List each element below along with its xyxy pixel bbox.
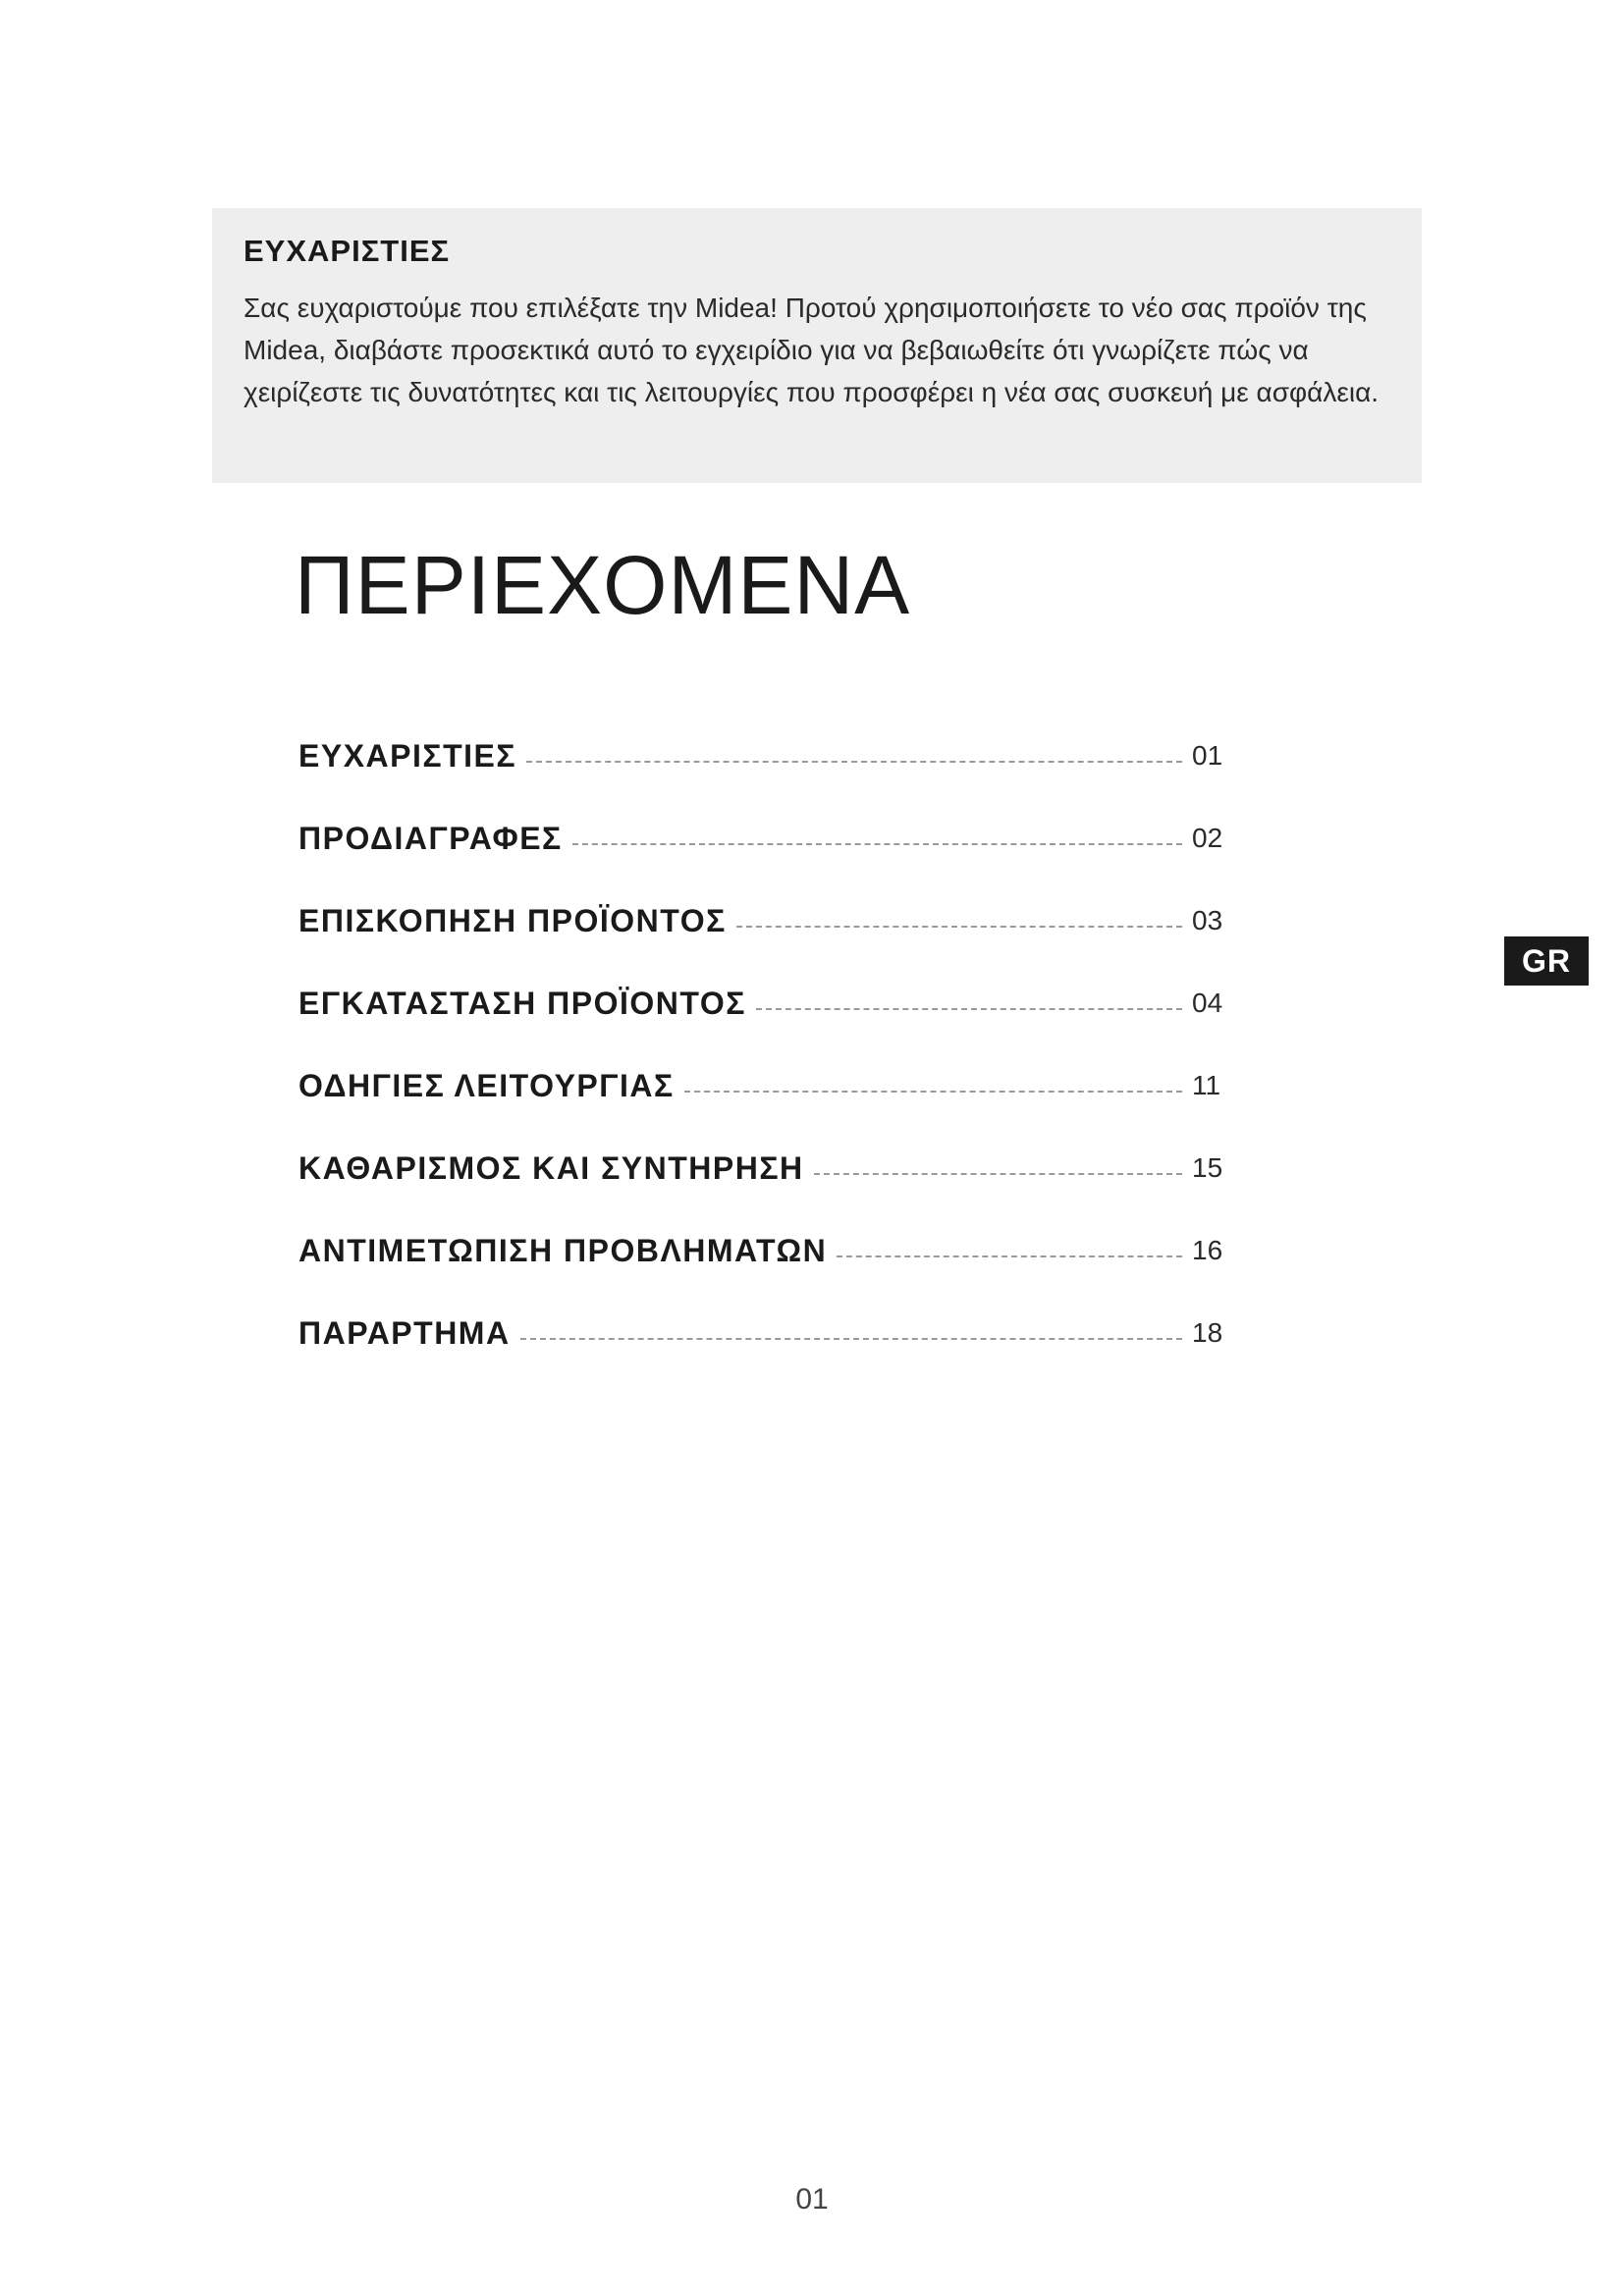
toc-item-page: 04 — [1192, 988, 1223, 1018]
toc-leader — [526, 761, 1182, 763]
toc-item-page: 15 — [1192, 1152, 1223, 1183]
toc-item-label: ΠΡΟΔΙΑΓΡΑΦΕΣ — [298, 820, 563, 856]
toc-item-troubleshooting[interactable] — [298, 1209, 1241, 1292]
toc-item-cleaning-maintenance[interactable] — [298, 1127, 1241, 1209]
toc-leader — [837, 1255, 1182, 1257]
toc-item-label: ΕΥΧΑΡΙΣΤΙΕΣ — [298, 737, 517, 774]
toc-leader — [736, 926, 1182, 928]
toc-item-appendix[interactable] — [298, 1292, 1241, 1374]
toc-item-page: 01 — [1192, 740, 1223, 771]
toc-item-label: ΑΝΤΙΜΕΤΩΠΙΣΗ ΠΡΟΒΛΗΜΑΤΩΝ — [298, 1232, 828, 1268]
toc-leader — [572, 843, 1182, 845]
toc-item-page: 18 — [1192, 1317, 1223, 1348]
toc-item-specifications[interactable] — [298, 797, 1241, 880]
toc-item-page: 16 — [1192, 1235, 1223, 1265]
toc-item-label: ΕΠΙΣΚΟΠΗΣΗ ΠΡΟΪΟΝΤΟΣ — [298, 902, 727, 938]
toc-item-page: 03 — [1192, 905, 1223, 935]
contents-title: ΠΕΡΙΕΧΟΜΕΝΑ — [295, 539, 911, 631]
toc-item-operating-instructions[interactable] — [298, 1044, 1241, 1127]
toc-item-thanks[interactable] — [298, 715, 1241, 797]
toc-leader — [756, 1008, 1182, 1010]
toc-item-installation[interactable] — [298, 962, 1241, 1044]
toc-leader — [684, 1091, 1182, 1093]
table-of-contents — [298, 715, 1241, 1374]
toc-item-page: 11 — [1192, 1070, 1221, 1100]
thanks-section — [212, 208, 1422, 483]
page-number: 01 — [795, 2183, 829, 2216]
toc-item-label: ΚΑΘΑΡΙΣΜΟΣ ΚΑΙ ΣΥΝΤΗΡΗΣΗ — [298, 1149, 804, 1186]
toc-leader — [814, 1173, 1182, 1175]
toc-leader — [520, 1338, 1182, 1340]
toc-item-label: ΠΑΡΑΡΤΗΜΑ — [298, 1314, 511, 1351]
language-tag: GR — [1504, 936, 1589, 986]
toc-item-product-overview[interactable] — [298, 880, 1241, 962]
toc-item-page: 02 — [1192, 823, 1223, 853]
toc-item-label: ΟΔΗΓΙΕΣ ΛΕΙΤΟΥΡΓΙΑΣ — [298, 1067, 675, 1103]
toc-item-label: ΕΓΚΑΤΑΣΤΑΣΗ ΠΡΟΪΟΝΤΟΣ — [298, 985, 746, 1021]
thanks-text: Σας ευχαριστούμε που επιλέξατε την Midea! Προτού χρησιμοποιήσετε το νέο σας προϊόν της Midea, διαβάστε προσεκτικά αυτό το εγχειρίδιο για να βεβαιωθείτε ότι γνωρίζετε πώς να χειρίζεστε τις δυνατότητες και τις λειτουργίες που προσφέρει η νέα σας συσκευή με ασφάλεια. — [244, 293, 1380, 407]
thanks-heading: ΕΥΧΑΡΙΣΤΙΕΣ — [244, 234, 451, 268]
